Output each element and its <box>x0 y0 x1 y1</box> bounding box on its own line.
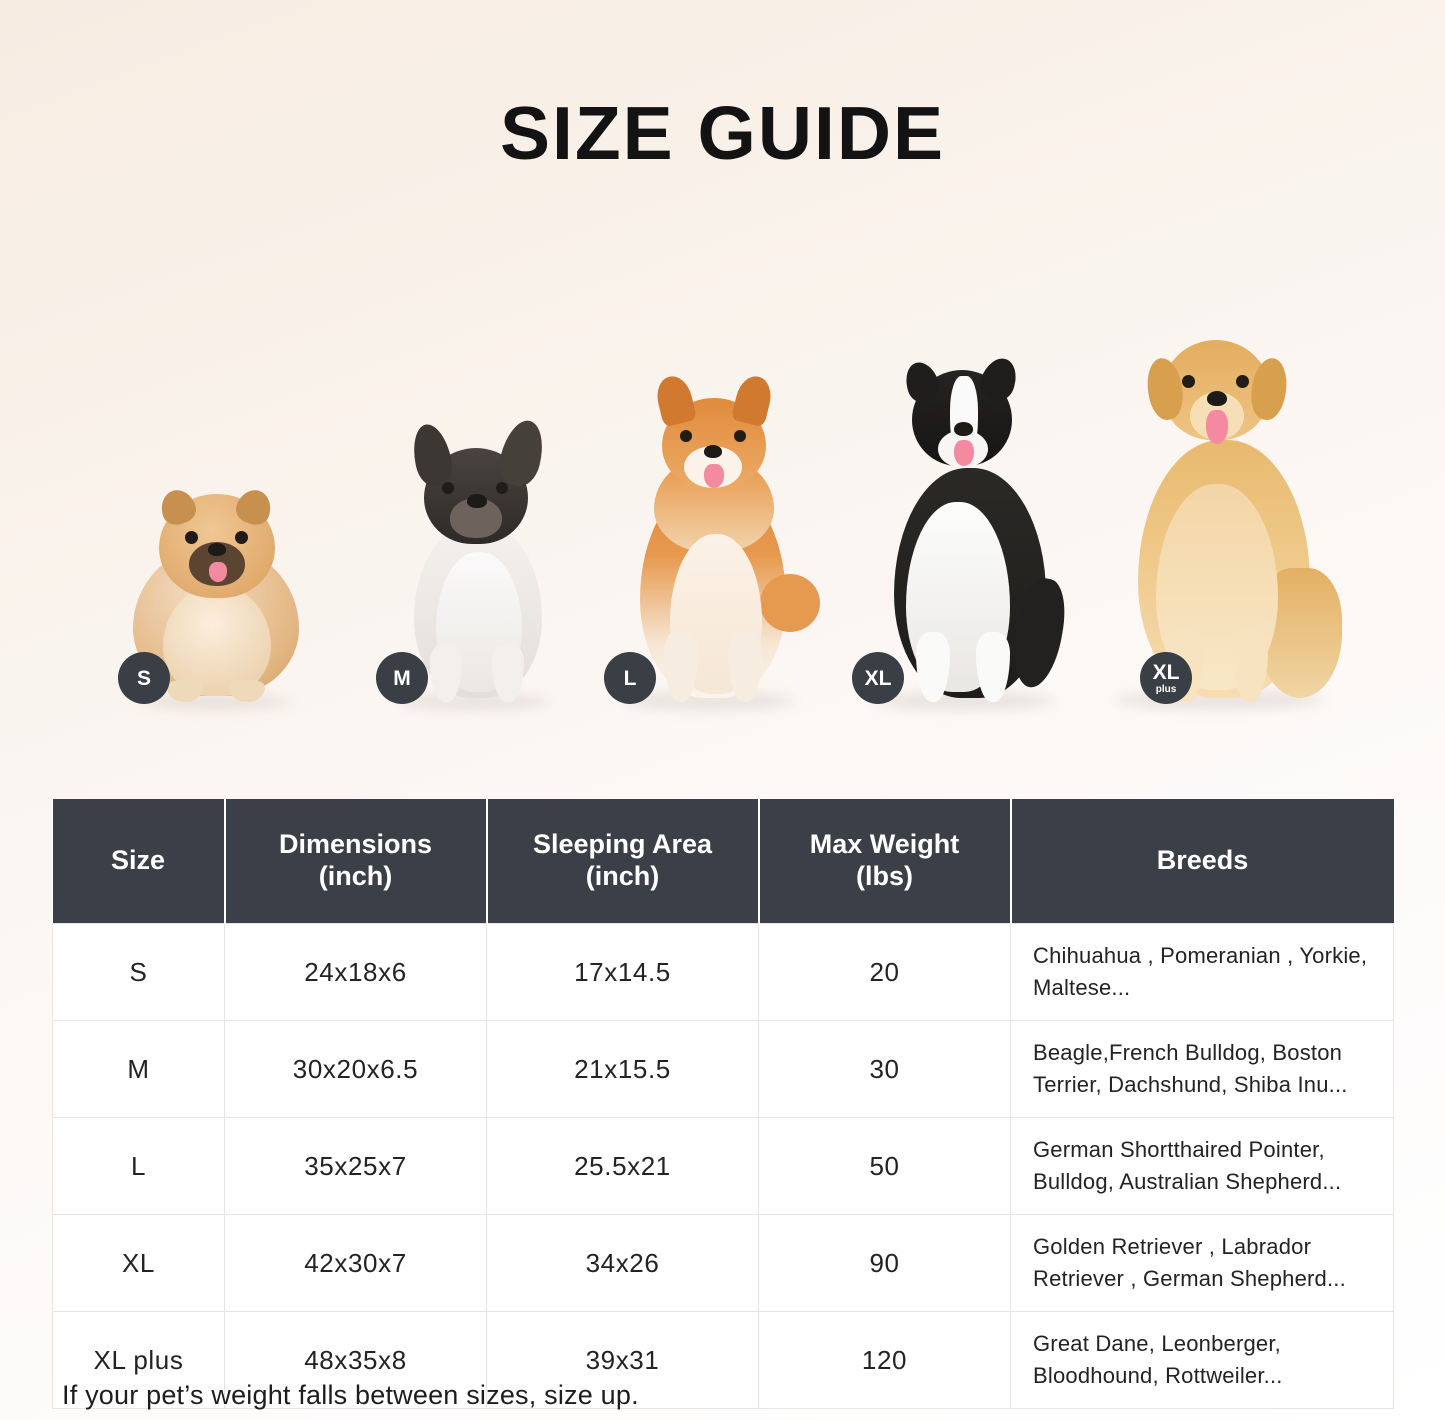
shiba-inu-figure <box>600 350 820 702</box>
cell-max-weight: 90 <box>759 1215 1011 1312</box>
border-collie-figure <box>850 332 1080 702</box>
header-breeds <box>1011 799 1394 924</box>
table-row <box>53 924 1394 1021</box>
cell-max-weight: 20 <box>759 924 1011 1021</box>
table-header-row <box>53 799 1394 924</box>
size-badge-s-label: S <box>136 666 151 690</box>
cell-breeds: German Shortthaired Pointer, Bulldog, Australian Shepherd... <box>1011 1118 1394 1215</box>
dog-size-lineup <box>60 290 1385 710</box>
size-badge-m <box>376 652 428 704</box>
size-badge-xl-label: XL <box>864 666 892 690</box>
cell-size: L <box>53 1118 225 1215</box>
cell-breeds: Beagle,French Bulldog, Boston Terrier, Dachshund, Shiba Inu... <box>1011 1021 1394 1118</box>
cell-dimensions: 30x20x6.5 <box>225 1021 487 1118</box>
cell-sleeping-area: 21x15.5 <box>487 1021 759 1118</box>
dog-slot-xl-plus <box>1070 310 1370 710</box>
header-max-weight-unit: (lbs) <box>856 861 913 891</box>
size-badge-m-label: M <box>393 666 411 690</box>
footnote: If your pet’s weight falls between sizes, size up. <box>62 1380 639 1410</box>
header-dimensions <box>225 799 487 924</box>
cell-size: M <box>53 1021 225 1118</box>
header-breeds-label: Breeds <box>1156 845 1249 876</box>
header-max-weight-label: Max Weight <box>809 829 960 860</box>
cell-max-weight: 50 <box>759 1118 1011 1215</box>
cell-sleeping-area: 17x14.5 <box>487 924 759 1021</box>
cell-max-weight: 30 <box>759 1021 1011 1118</box>
size-table-head <box>53 799 1394 924</box>
size-badge-s <box>118 652 170 704</box>
dog-slot-l <box>580 350 840 710</box>
header-sleeping-area-label: Sleeping Area <box>532 829 713 860</box>
header-sleeping-area <box>487 799 759 924</box>
cell-dimensions: 42x30x7 <box>225 1215 487 1312</box>
dog-slot-m <box>360 410 590 710</box>
dog-slot-s <box>100 460 330 710</box>
size-badge-xl-plus-label: XL <box>1152 660 1180 684</box>
table-row <box>53 1215 1394 1312</box>
cell-dimensions: 48x35x8 <box>225 1312 487 1409</box>
header-dimensions-label: Dimensions <box>278 829 433 860</box>
header-size <box>53 799 225 924</box>
cell-size: XL <box>53 1215 225 1312</box>
cell-max-weight: 120 <box>759 1312 1011 1409</box>
size-table-wrap <box>52 799 1393 1409</box>
header-sleeping-area-unit: (inch) <box>585 861 660 891</box>
cell-sleeping-area: 25.5x21 <box>487 1118 759 1215</box>
cell-sleeping-area: 34x26 <box>487 1215 759 1312</box>
cell-size: S <box>53 924 225 1021</box>
table-row <box>53 1118 1394 1215</box>
page-title: SIZE GUIDE <box>499 91 946 175</box>
table-row <box>53 1021 1394 1118</box>
cell-size: XL plus <box>53 1312 225 1409</box>
header-max-weight <box>759 799 1011 924</box>
header-dimensions-unit: (inch) <box>318 861 393 891</box>
size-badge-l-label: L <box>623 666 637 690</box>
size-badge-l <box>604 652 656 704</box>
size-table <box>52 799 1394 1409</box>
dog-slot-xl <box>830 330 1100 710</box>
size-badge-xl <box>852 652 904 704</box>
cell-breeds: Golden Retriever , Labrador Retriever , German Shepherd... <box>1011 1215 1394 1312</box>
cell-sleeping-area: 39x31 <box>487 1312 759 1409</box>
cell-breeds: Chihuahua , Pomeranian , Yorkie, Maltese... <box>1011 924 1394 1021</box>
header-size-label: Size <box>110 845 166 876</box>
size-table-body <box>53 924 1394 1409</box>
size-badge-xl-plus-sublabel: plus <box>1155 683 1177 695</box>
cell-dimensions: 24x18x6 <box>225 924 487 1021</box>
cell-breeds: Great Dane, Leonberger, Bloodhound, Rottweiler... <box>1011 1312 1394 1409</box>
cell-dimensions: 35x25x7 <box>225 1118 487 1215</box>
size-badge-xl-plus <box>1140 652 1192 704</box>
golden-retriever-figure <box>1090 310 1350 702</box>
